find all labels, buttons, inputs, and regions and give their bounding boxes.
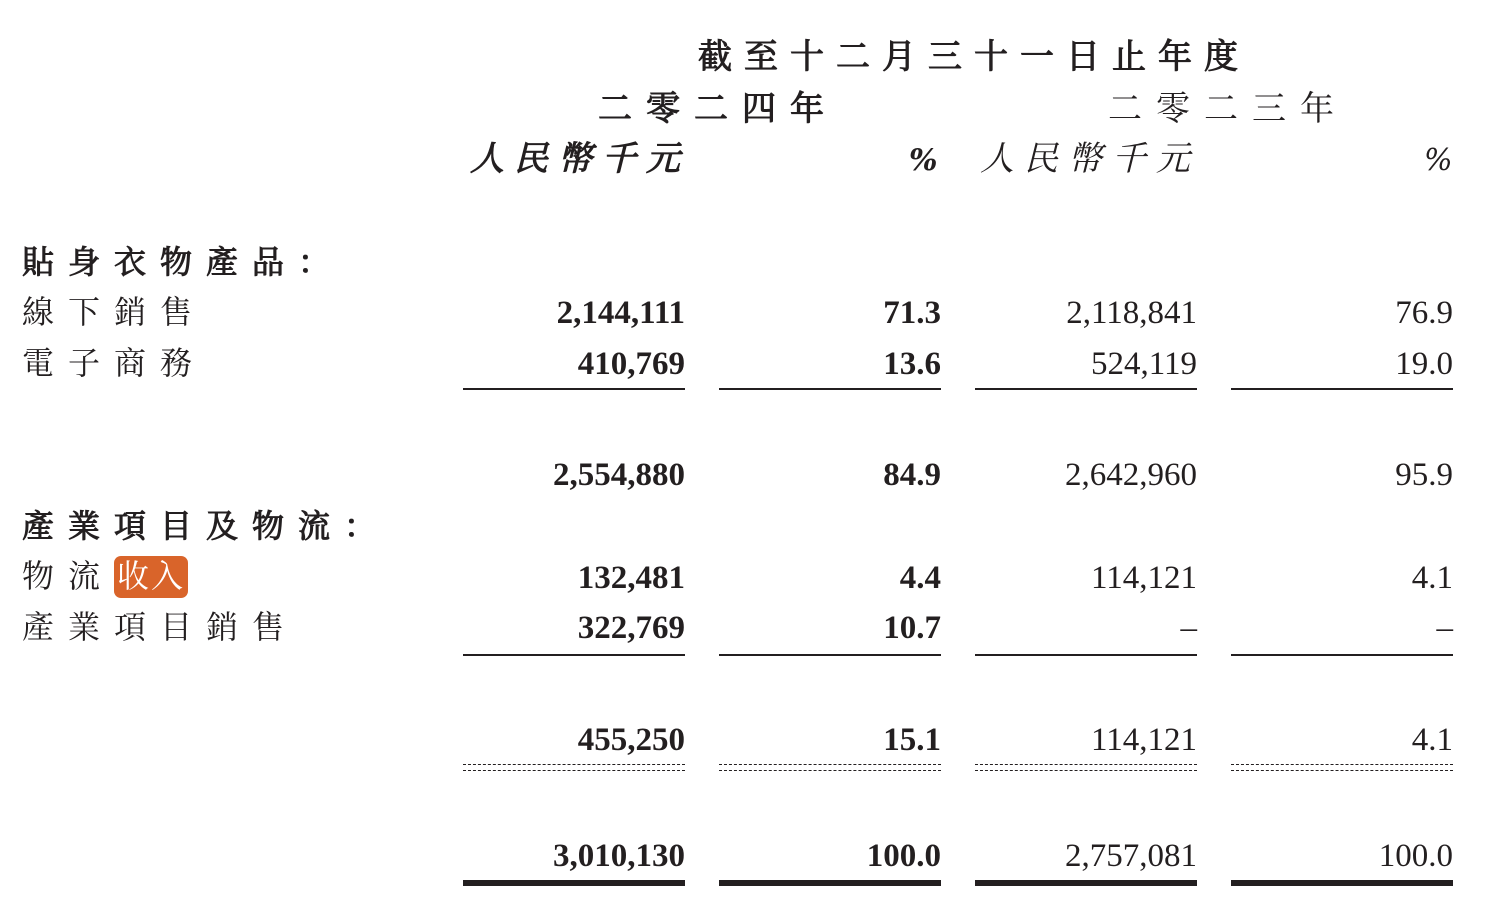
currency-2023-heading: 人民幣千元 xyxy=(980,139,1200,179)
subtotal2-rule-col3 xyxy=(975,654,1197,656)
logistics-2023-pct: 4.1 xyxy=(1411,560,1453,596)
section-title-intimate-apparel: 貼身衣物產品： xyxy=(22,243,345,281)
section-title-industrial-logistics: 產業項目及物流： xyxy=(22,507,391,545)
total-2023-value: 2,757,081 xyxy=(1065,838,1197,874)
pct-2024-heading: % xyxy=(909,143,938,178)
subtotal1-2024-value: 2,554,880 xyxy=(553,457,685,493)
logistics-2024-value: 132,481 xyxy=(577,560,685,596)
year-2023-heading: 二零二三年 xyxy=(1108,89,1348,129)
offline-sales-2024-value: 2,144,111 xyxy=(556,295,685,331)
subtotal2-2024-value: 455,250 xyxy=(577,722,685,758)
logistics-2024-pct: 4.4 xyxy=(899,560,941,596)
offline-sales-2023-value: 2,118,841 xyxy=(1066,295,1197,331)
offline-sales-2023-pct: 76.9 xyxy=(1395,295,1453,331)
total-2023-pct: 100.0 xyxy=(1378,838,1453,874)
industrial-sales-2023-pct: – xyxy=(1436,610,1453,646)
industrial-sales-2023-value: – xyxy=(1180,610,1197,646)
logistics-label-prefix: 物流 xyxy=(22,557,115,595)
total-thick-rule-col3 xyxy=(975,880,1197,886)
total-thick-rule-col4 xyxy=(1231,880,1453,886)
pct-2023-heading: % xyxy=(1424,143,1453,178)
subtotal1-rule-col1 xyxy=(463,388,685,390)
subtotal2-double-dashed-rule-col2 xyxy=(719,764,941,771)
subtotal2-double-dashed-rule-col1 xyxy=(463,764,685,771)
currency-2024-heading: 人民幣千元 xyxy=(470,139,690,179)
year-2024-heading: 二零二四年 xyxy=(598,89,838,129)
subtotal2-2024-pct: 15.1 xyxy=(883,722,941,758)
ecommerce-2023-pct: 19.0 xyxy=(1395,346,1453,382)
subtotal2-rule-col1 xyxy=(463,654,685,656)
subtotal2-double-dashed-rule-col3 xyxy=(975,764,1197,771)
logistics-label-highlight: 收入 xyxy=(114,556,188,598)
offline-sales-2024-pct: 71.3 xyxy=(883,295,941,331)
subtotal2-double-dashed-rule-col4 xyxy=(1231,764,1453,771)
industrial-sales-2024-value: 322,769 xyxy=(577,610,685,646)
subtotal2-rule-col2 xyxy=(719,654,941,656)
total-2024-value: 3,010,130 xyxy=(553,838,685,874)
ecommerce-2024-value: 410,769 xyxy=(577,346,685,382)
ecommerce-2024-pct: 13.6 xyxy=(883,346,941,382)
subtotal1-rule-col2 xyxy=(719,388,941,390)
total-thick-rule-col1 xyxy=(463,880,685,886)
subtotal1-rule-col4 xyxy=(1231,388,1453,390)
subtotal1-rule-col3 xyxy=(975,388,1197,390)
industrial-sales-2024-pct: 10.7 xyxy=(883,610,941,646)
subtotal1-2024-pct: 84.9 xyxy=(883,457,941,493)
subtotal1-2023-pct: 95.9 xyxy=(1395,457,1453,493)
ecommerce-2023-value: 524,119 xyxy=(1090,346,1197,382)
row-label-ecommerce: 電子商務 xyxy=(22,344,207,382)
row-label-industrial-project-sales: 產業項目銷售 xyxy=(22,608,299,646)
total-2024-pct: 100.0 xyxy=(866,838,941,874)
subtotal1-2023-value: 2,642,960 xyxy=(1065,457,1197,493)
subtotal2-2023-value: 114,121 xyxy=(1090,722,1197,758)
period-heading: 截至十二月三十一日止年度 xyxy=(698,37,1250,77)
row-label-logistics-revenue xyxy=(22,557,188,595)
subtotal2-rule-col4 xyxy=(1231,654,1453,656)
total-thick-rule-col2 xyxy=(719,880,941,886)
row-label-offline-sales: 線下銷售 xyxy=(22,293,207,331)
subtotal2-2023-pct: 4.1 xyxy=(1411,722,1453,758)
logistics-2023-value: 114,121 xyxy=(1090,560,1197,596)
